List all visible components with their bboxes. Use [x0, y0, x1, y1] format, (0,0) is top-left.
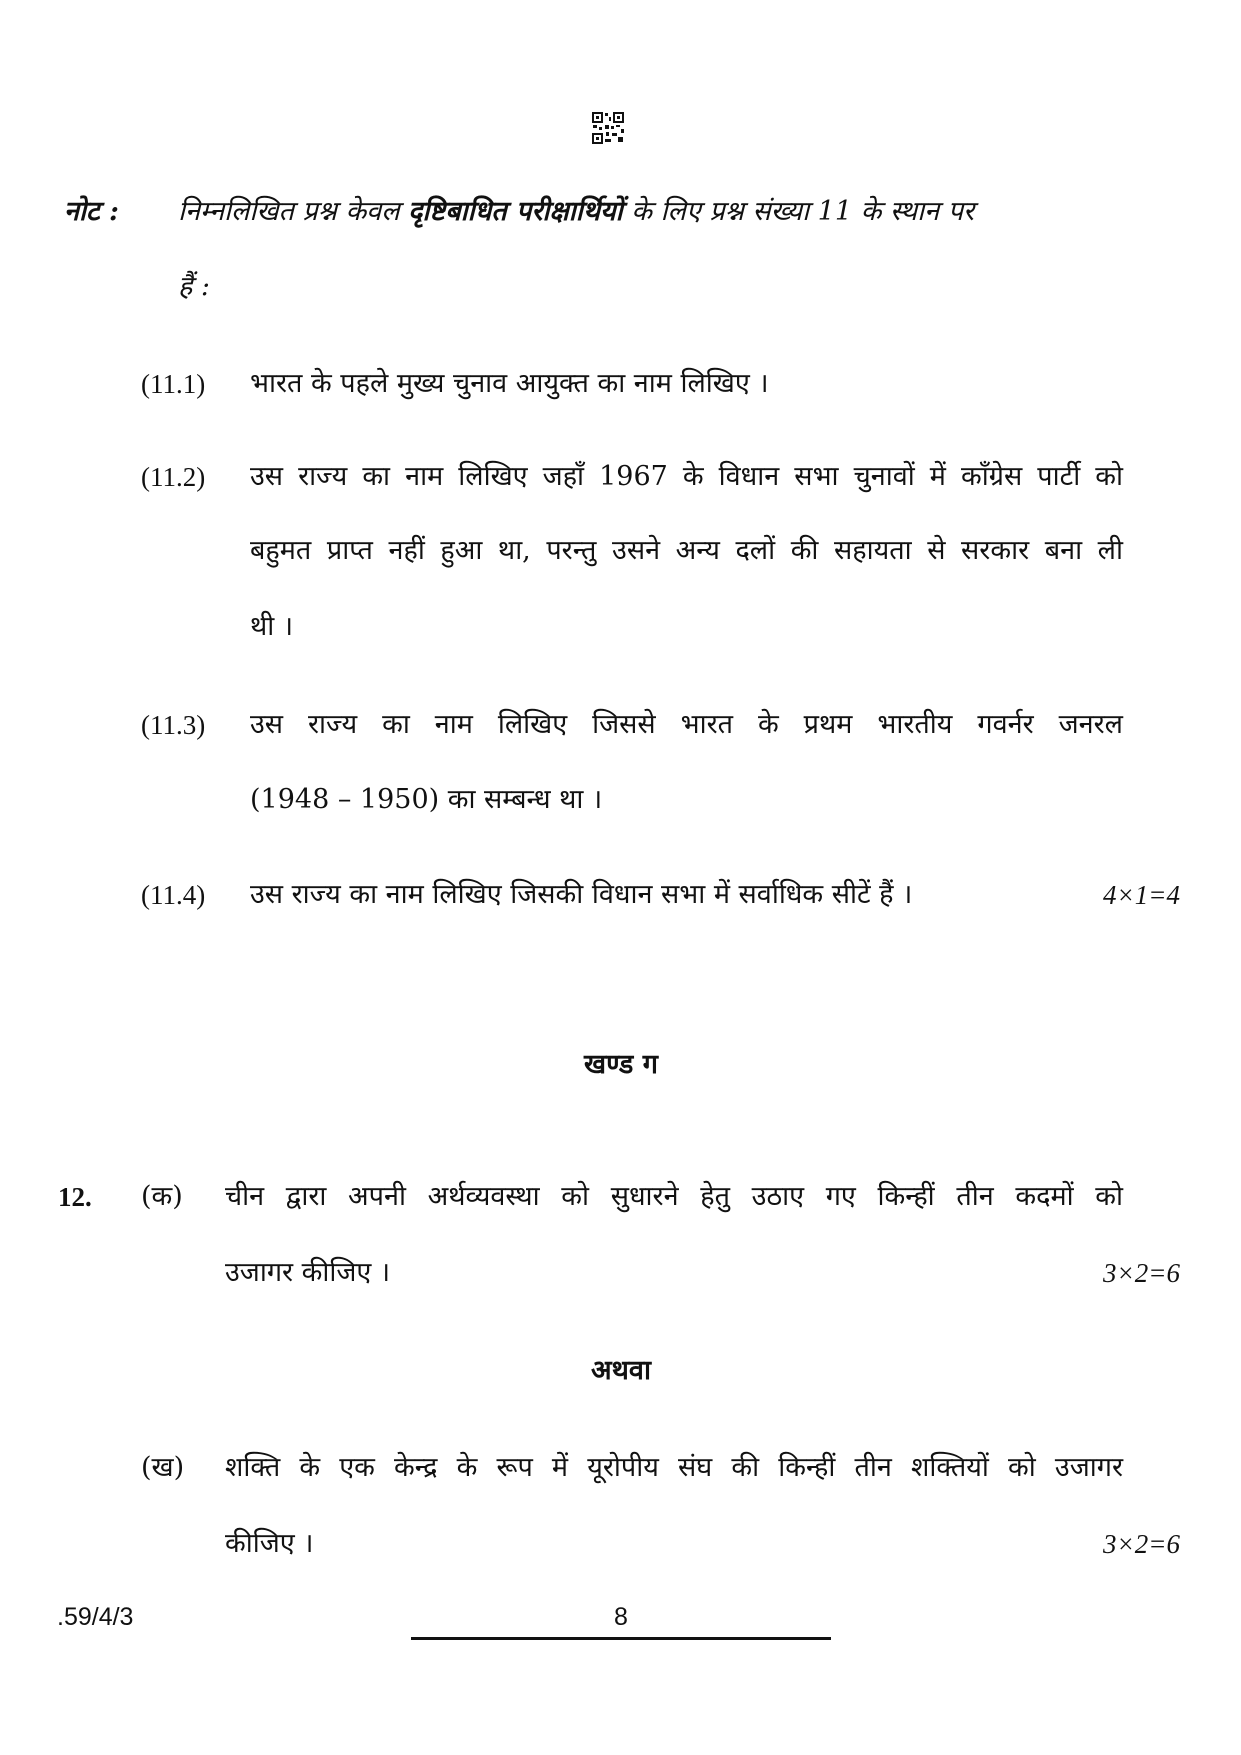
question-11-2-line2: बहुमत प्राप्त नहीं हुआ था, परन्तु उसने अन्य दलों की सहायता से सरकार बना ली	[250, 535, 1123, 566]
question-12-number: 12.	[58, 1182, 92, 1212]
or-label: अथवा	[591, 1355, 651, 1386]
question-11-3-line1: उस राज्य का नाम लिखिए जिससे भारत के प्रथम भारतीय गवर्नर जनरल	[250, 709, 1123, 740]
note-text-bold: दृष्टिबाधित परीक्षार्थियों	[408, 196, 623, 227]
question-11-1-number: (11.1)	[141, 369, 206, 399]
question-12b-line1: शक्ति के एक केन्द्र के रूप में यूरोपीय संघ की किन्हीं तीन शक्तियों को उजागर	[225, 1452, 1123, 1483]
question-11-1-text: भारत के पहले मुख्य चुनाव आयुक्त का नाम लिखिए ।	[250, 368, 769, 399]
question-12b-label: (ख)	[141, 1452, 185, 1483]
note-text-post: के लिए प्रश्न संख्या 11 के स्थान पर	[622, 196, 975, 227]
question-12a-line1: चीन द्वारा अपनी अर्थव्यवस्था को सुधारने हेतु उठाए गए किन्हीं तीन कदमों को	[225, 1181, 1123, 1212]
section-title: खण्ड ग	[584, 1049, 658, 1080]
question-12a-line2: उजागर कीजिए ।	[225, 1257, 391, 1288]
note-text-line2: हैं :	[178, 271, 211, 302]
qr-code-icon	[591, 111, 625, 145]
note-text	[178, 195, 974, 229]
question-11-3-line2: (1948 – 1950) का सम्बन्ध था ।	[250, 784, 603, 815]
question-11-marks: 4×1=4	[1103, 880, 1180, 910]
question-11-2-line3: थी ।	[250, 611, 294, 642]
question-12b-marks: 3×2=6	[1103, 1529, 1180, 1559]
footer-divider	[411, 1637, 831, 1640]
question-11-4-text: उस राज्य का नाम लिखिए जिसकी विधान सभा में सर्वाधिक सीटें हैं ।	[250, 879, 913, 910]
page-number: 8	[614, 1603, 628, 1631]
question-12b-line2: कीजिए ।	[225, 1528, 314, 1559]
question-12a-label: (क)	[141, 1181, 183, 1212]
note-text-pre: निम्नलिखित प्रश्न केवल	[178, 196, 409, 227]
question-11-2-line1: उस राज्य का नाम लिखिए जहाँ 1967 के विधान सभा चुनावों में काँग्रेस पार्टी को	[250, 461, 1123, 492]
question-11-3-number: (11.3)	[141, 710, 206, 740]
question-12a-marks: 3×2=6	[1103, 1258, 1180, 1288]
question-11-2-number: (11.2)	[141, 462, 206, 492]
question-11-4-number: (11.4)	[141, 880, 206, 910]
note-label: नोट :	[64, 196, 119, 227]
paper-code: .59/4/3	[57, 1603, 134, 1631]
